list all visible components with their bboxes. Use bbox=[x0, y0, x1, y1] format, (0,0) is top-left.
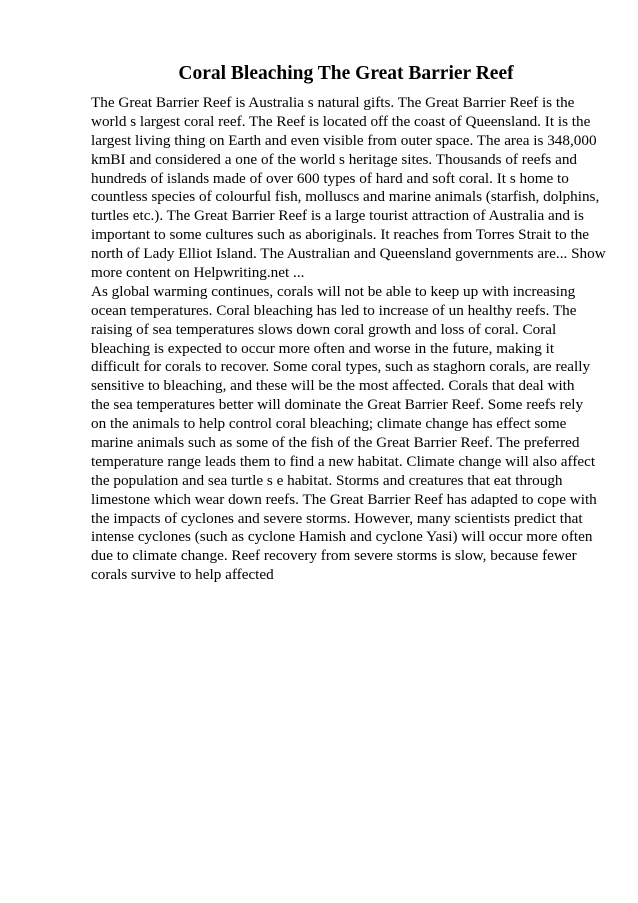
text-line: intense cyclones (such as cyclone Hamish and cyclone Yasi) will occur more often bbox=[91, 528, 593, 546]
text-line: on the animals to help control coral bleaching; climate change has effect some bbox=[91, 415, 567, 433]
text-line: kmBI and considered a one of the world s heritage sites. Thousands of reefs and bbox=[91, 150, 578, 168]
text-line: corals survive to help affected bbox=[91, 566, 274, 584]
text-line: the sea temperatures better will dominate the Great Barrier Reef. Some reefs rely bbox=[91, 396, 584, 414]
document-title: Coral Bleaching The Great Barrier Reef bbox=[178, 63, 514, 84]
text-line: turtles etc.). The Great Barrier Reef is a large tourist attraction of Australia and is bbox=[91, 207, 584, 225]
text-line: largest living thing on Earth and even visible from outer space. The area is 348,000 bbox=[91, 131, 597, 149]
paragraph-1 bbox=[91, 94, 606, 283]
text-line: important to some cultures such as aboriginals. It reaches from Torres Strait to the bbox=[91, 226, 590, 244]
text-line: more content on Helpwriting.net ... bbox=[91, 264, 305, 282]
text-line: The Great Barrier Reef is Australia s natural gifts. The Great Barrier Reef is the bbox=[91, 94, 575, 111]
text-line: ocean temperatures. Coral bleaching has led to increase of un healthy reefs. The bbox=[91, 301, 577, 319]
text-line: raising of sea temperatures slows down coral growth and loss of coral. Coral bbox=[91, 320, 557, 338]
text-line: bleaching is expected to occur more often and worse in the future, making it bbox=[91, 339, 555, 357]
text-line: due to climate change. Reef recovery from severe storms is slow, because fewer bbox=[91, 547, 577, 565]
text-line: difficult for corals to recover. Some coral types, such as staghorn corals, are really bbox=[91, 358, 591, 376]
text-line: As global warming continues, corals will not be able to keep up with increasing bbox=[91, 282, 576, 300]
text-line: sensitive to bleaching, and these will be the most affected. Corals that deal with bbox=[91, 377, 575, 395]
text-line: north of Lady Elliot Island. The Australian and Queensland governments are... Show bbox=[91, 245, 606, 263]
text-line: limestone which wear down reefs. The Great Barrier Reef has adapted to cope with bbox=[91, 490, 597, 508]
text-line: hundreds of islands made of over 600 types of hard and soft coral. It s home to bbox=[91, 169, 569, 187]
text-line: marine animals such as some of the fish of the Great Barrier Reef. The preferred bbox=[91, 434, 580, 452]
text-line: world s largest coral reef. The Reef is located off the coast of Queensland. It is the bbox=[91, 112, 591, 130]
text-line: the impacts of cyclones and severe storms. However, many scientists predict that bbox=[91, 509, 583, 527]
text-line: temperature range leads them to find a new habitat. Climate change will also affect bbox=[91, 452, 596, 470]
text-line: countless species of colourful fish, molluscs and marine animals (starfish, dolphins, bbox=[91, 188, 600, 206]
text-line: the population and sea turtle s e habitat. Storms and creatures that eat through bbox=[91, 471, 563, 489]
paragraph-2 bbox=[91, 282, 597, 585]
